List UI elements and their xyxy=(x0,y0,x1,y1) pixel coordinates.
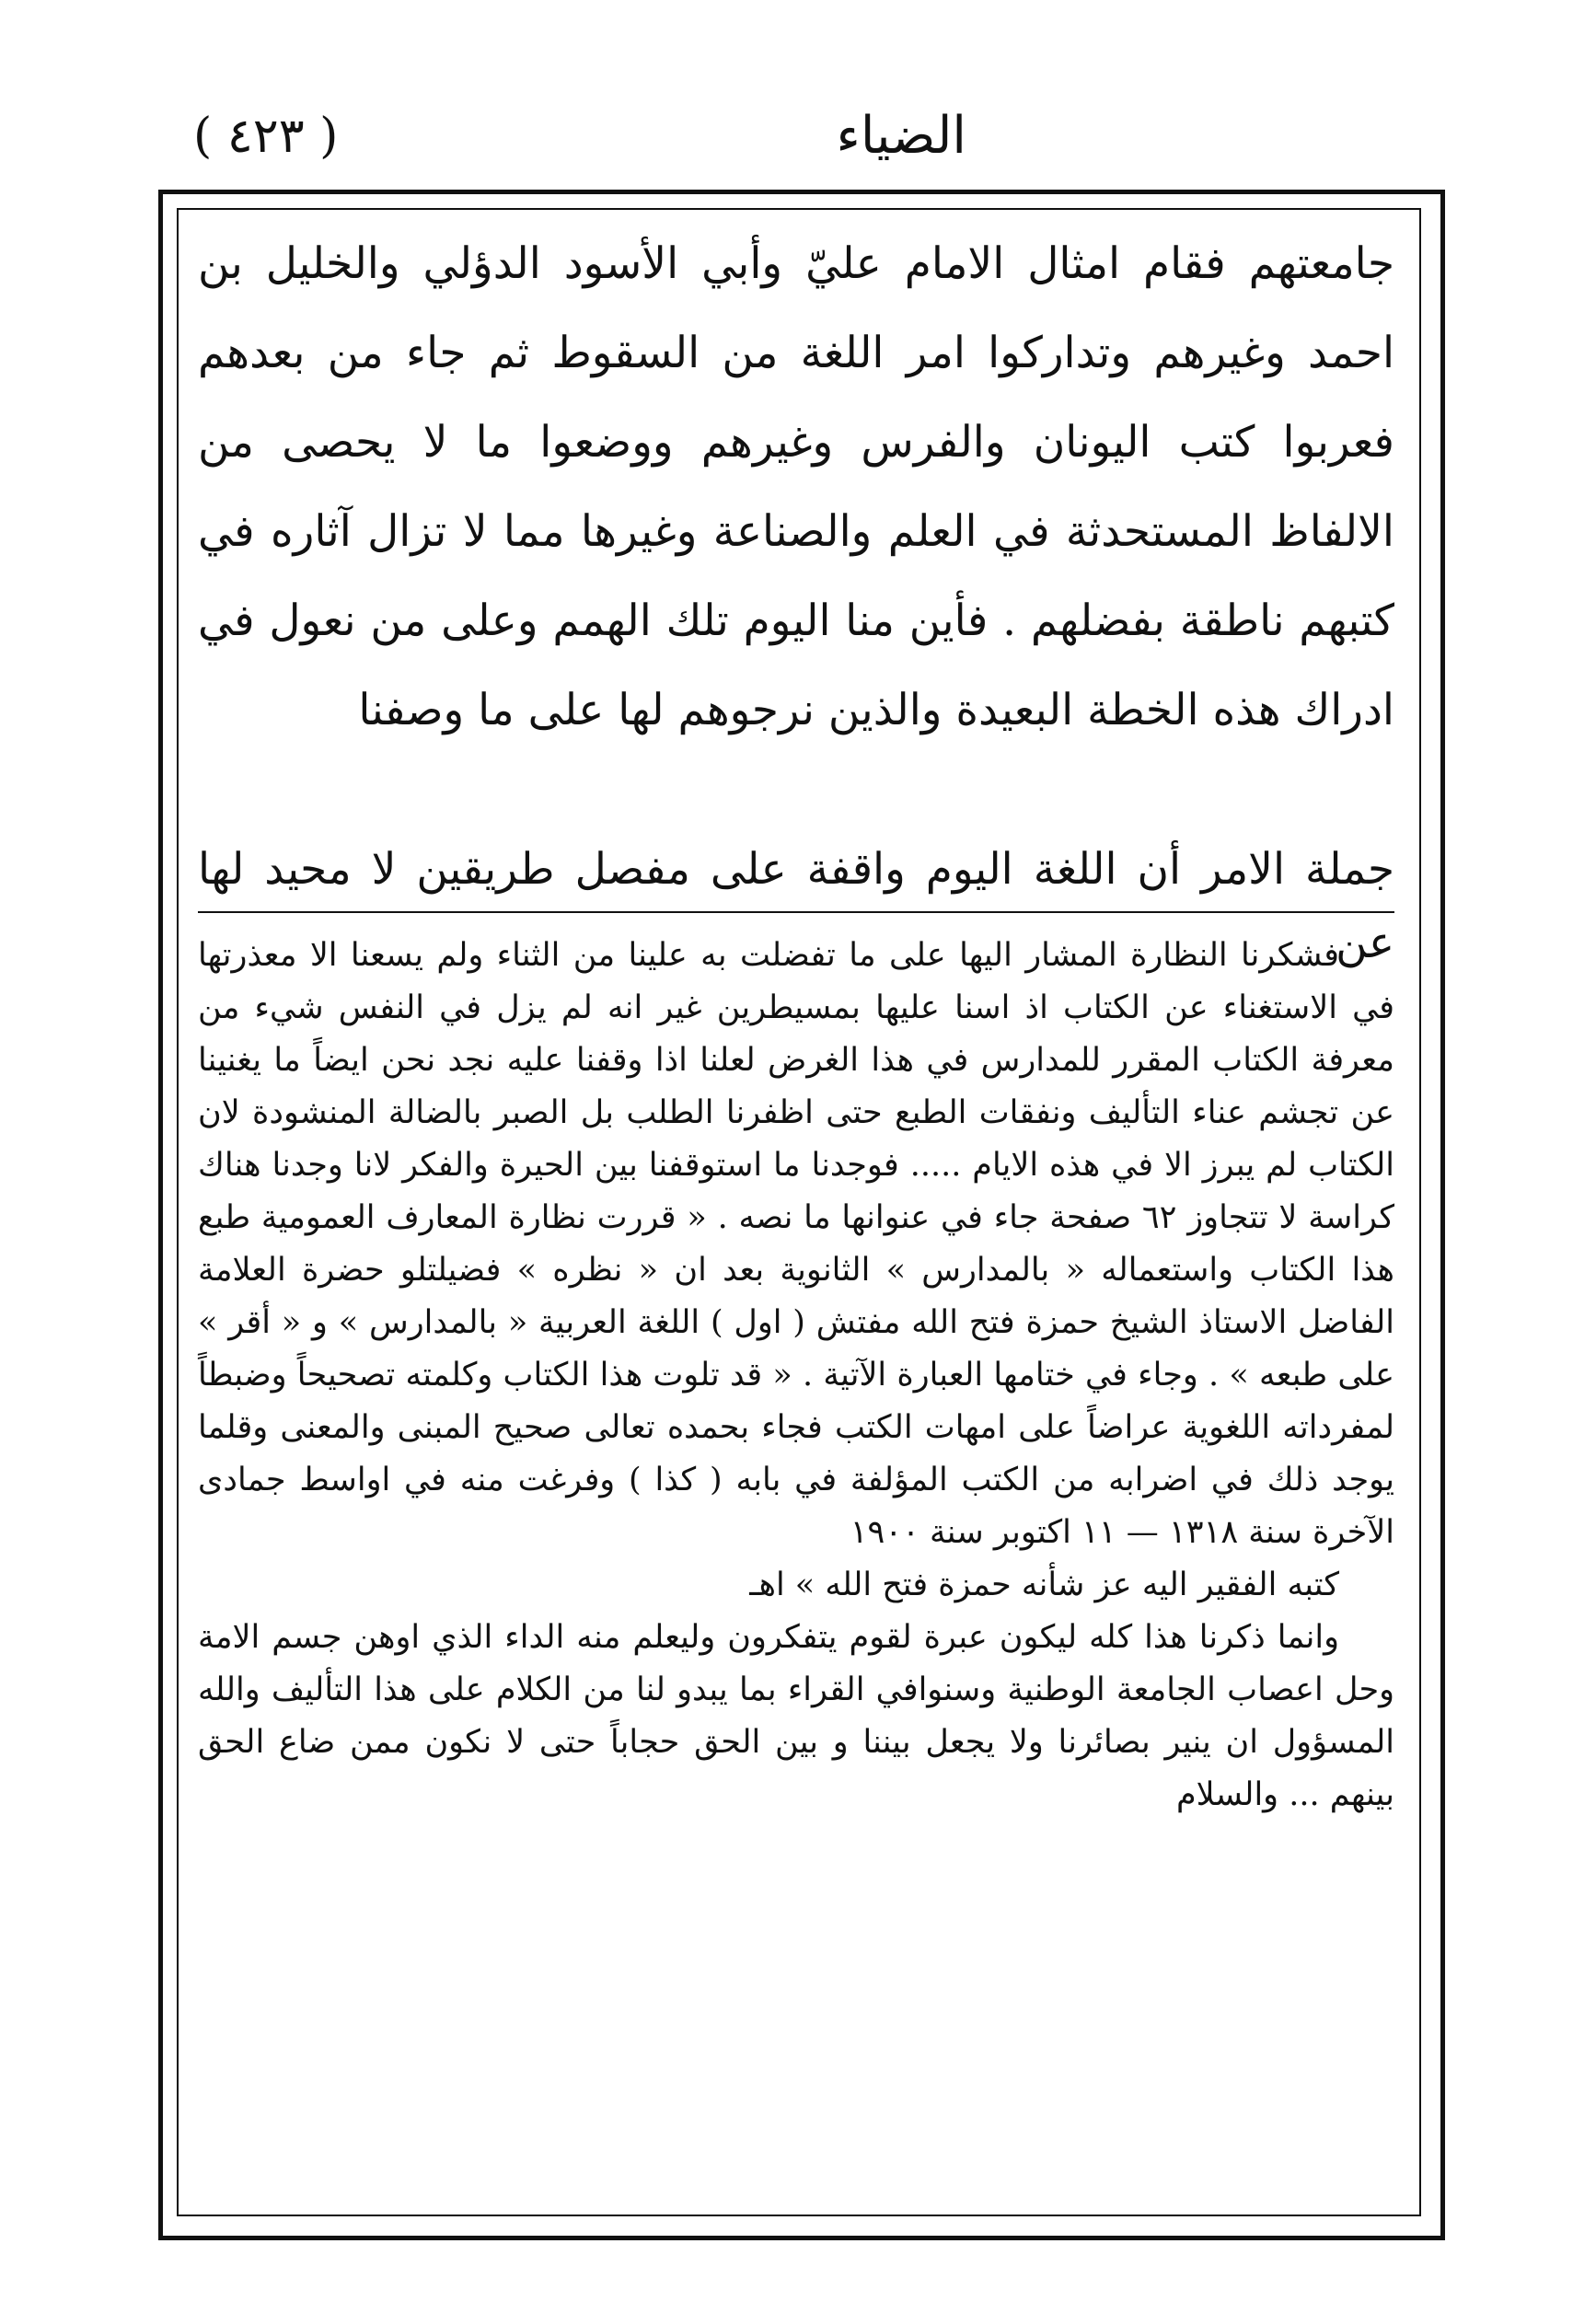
footnote-paragraph-1: فشكرنا النظارة المشار اليها على ما تفضلت به علينا من الثناء ولم يسعنا الا معذرتها في الاستغناء عن الكتاب اذ اسنا عليها بمسيطرين غير انه لم يزل في النفس شيء من معرفة الكتاب المقرر للمدارس في هذا الغرض لعلنا اذا وقفنا عليه نجد نحن ايضاً ما يغنينا عن تجشم عناء التأليف ونفقات الطبع حتى اظفرنا الطلب بل الصبر بالضالة المنشودة لان الكتاب لم يبرز الا في هذه الايام ..... فوجدنا ما استوقفنا بين الحيرة والفكر لانا وجدنا هناك كراسة لا تتجاوز ٦٢ صفحة جاء في عنوانها ما نصه . « قررت نظارة المعارف العمومية طبع هذا الكتاب واستعماله « بالمدارس » الثانوية بعد ان « نظره » فضيلتلو حضرة العلامة الفاضل الاستاذ الشيخ حمزة فتح الله مفتش ( اول ) اللغة العربية « بالمدارس » و « أقر » على طبعه » . وجاء في ختامها العبارة الآتية . « قد تلوت هذا الكتاب وكلمته تصحيحاً وضبطاً لمفرداته اللغوية عراضاً على امهات الكتب فجاء بحمده تعالى صحيح المبنى والمعنى وقلما يوجد ذلك في اضرابه من الكتب المؤلفة في بابه ( كذا ) وفرغت منه في اواسط جمادى الآخرة سنة ١٣١٨ — ١١ اكتوبر سنة ١٩٠٠ xyxy=(198,937,1394,1551)
lead-line: جملة الامر أن اللغة اليوم واقفة على مفصل طريقين لا محيد لها عن xyxy=(198,844,1394,968)
journal-title: الضياء xyxy=(836,106,966,166)
page-number: ( ٤٢٣ ) xyxy=(193,109,339,164)
main-text-block xyxy=(198,219,1394,755)
footnote-divider xyxy=(198,911,1394,913)
footnote-paragraph-2: وانما ذكرنا هذا كله ليكون عبرة لقوم يتفكرون وليعلم منه الداء الذي اوهن جسم الامة وحل اعصاب الجامعة الوطنية وسنوافي القراء بما يبدو لنا من الكلام على هذا التأليف والله المسؤول ان ينير بصائرنا ولا يجعل بيننا و بين الحق حجاباً حتى لا نكون ممن ضاع الحق بينهم ... والسلام xyxy=(198,1619,1394,1813)
footnote-block xyxy=(198,930,1394,1821)
page-header xyxy=(175,97,1427,179)
footnote-signature: كتبه الفقير اليه عز شأنه حمزة فتح الله » اهـ xyxy=(749,1567,1339,1603)
main-paragraph: جامعتهم فقام امثال الامام عليّ وأبي الأسود الدؤلي والخليل بن احمد وغيرهم وتداركوا امر اللغة من السقوط ثم جاء من بعدهم فعربوا كتب اليونان والفرس وغيرهم ووضعوا ما لا يحصى من الالفاظ المستحدثة في العلم والصناعة وغيرها مما لا تزال آثاره في كتبهم ناطقة بفضلهم . فأين منا اليوم تلك الهمم وعلى من نعول في ادراك هذه الخطة البعيدة والذين نرجوهم لها على ما وصفنا xyxy=(198,238,1394,735)
